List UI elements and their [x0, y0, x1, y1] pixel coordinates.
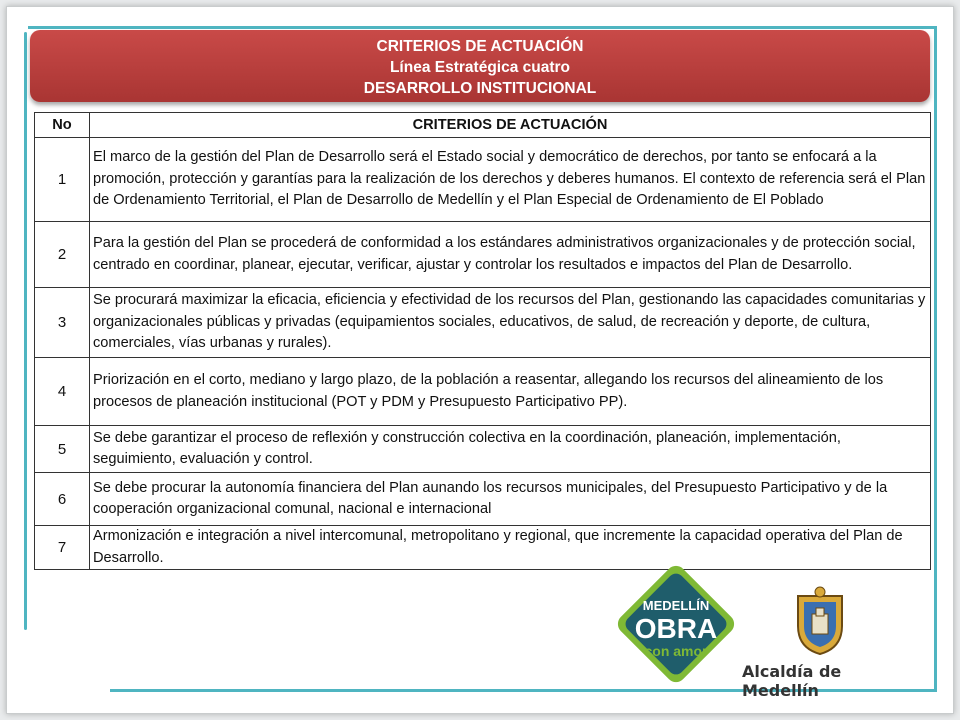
column-header-criteria: CRITERIOS DE ACTUACIÓN	[90, 113, 931, 138]
row-criterion-text: Se debe garantizar el proceso de reflexión y construcción colectiva en la coordinación, planeación, implementación, seguimiento, evaluación y control.	[90, 426, 931, 473]
left-accent-rule	[24, 32, 27, 630]
alcaldia-logo-text: Alcaldía de Medellín	[742, 662, 842, 700]
banner-heading: DESARROLLO INSTITUCIONAL	[363, 80, 597, 97]
row-number: 3	[35, 288, 90, 358]
column-header-no: No	[35, 113, 90, 138]
row-number: 4	[35, 358, 90, 426]
table-row	[35, 526, 931, 570]
right-accent-rule	[934, 26, 937, 692]
top-accent-rule	[28, 26, 936, 29]
banner-subtitle: Línea Estratégica cuatro	[389, 59, 571, 76]
row-criterion-text: Para la gestión del Plan se procederá de conformidad a los estándares administrativos organizacionales y de protección social, centrado en coordinar, planear, ejecutar, verificar, ajustar y controlar los resultados e impactos del Plan de Desarrollo.	[90, 222, 931, 288]
row-number: 6	[35, 473, 90, 526]
table-row	[35, 288, 931, 358]
banner-title: CRITERIOS DE ACTUACIÓN	[376, 38, 584, 55]
row-number: 1	[35, 138, 90, 222]
row-criterion-text: Se procurará maximizar la eficacia, eficiencia y efectividad de los recursos del Plan, gestionando las capacidades comunitarias y organizacionales públicas y privadas (equipamientos sociales, educativos, de salud, de recreación y deporte, de cultura, comerciales, vías urbanas y rurales).	[90, 288, 931, 358]
row-number: 7	[35, 526, 90, 570]
title-banner	[30, 30, 930, 102]
coat-of-arms-icon	[790, 586, 850, 656]
criteria-table	[34, 112, 931, 570]
row-criterion-text: El marco de la gestión del Plan de Desarrollo será el Estado social y democrático de derechos, por tanto se enfocará a la promoción, protección y garantías para la realización de los derechos y deberes humanos. El contexto de referencia será el Plan de Ordenamiento Territorial, el Plan de Desarrollo de Medellín y el Plan Especial de Ordenamiento de El Poblado	[90, 138, 931, 222]
table-row	[35, 426, 931, 473]
table-row	[35, 138, 931, 222]
row-number: 2	[35, 222, 90, 288]
table-row	[35, 358, 931, 426]
row-criterion-text: Priorización en el corto, mediano y largo plazo, de la población a reasentar, allegando los recursos del alineamiento de los procesos de planeación institucional (POT y PDM y Presupuesto Participativo PP).	[90, 358, 931, 426]
row-criterion-text: Armonización e integración a nivel intercomunal, metropolitano y regional, que incremente la capacidad operativa del Plan de Desarrollo.	[90, 526, 931, 570]
row-number: 5	[35, 426, 90, 473]
logo-medellin-text: MEDELLÍN	[642, 598, 710, 613]
row-criterion-text: Se debe procurar la autonomía financiera del Plan aunando los recursos municipales, del Presupuesto Participativo y de la cooperación organizacional comunal, nacional e internacional	[90, 473, 931, 526]
medellin-obra-logo	[612, 560, 740, 688]
table-row	[35, 473, 931, 526]
logo-con-amor-text: con amor	[644, 643, 708, 659]
logo-obra-text: OBRA	[634, 613, 718, 644]
table-header-row	[35, 113, 931, 138]
table-row	[35, 222, 931, 288]
